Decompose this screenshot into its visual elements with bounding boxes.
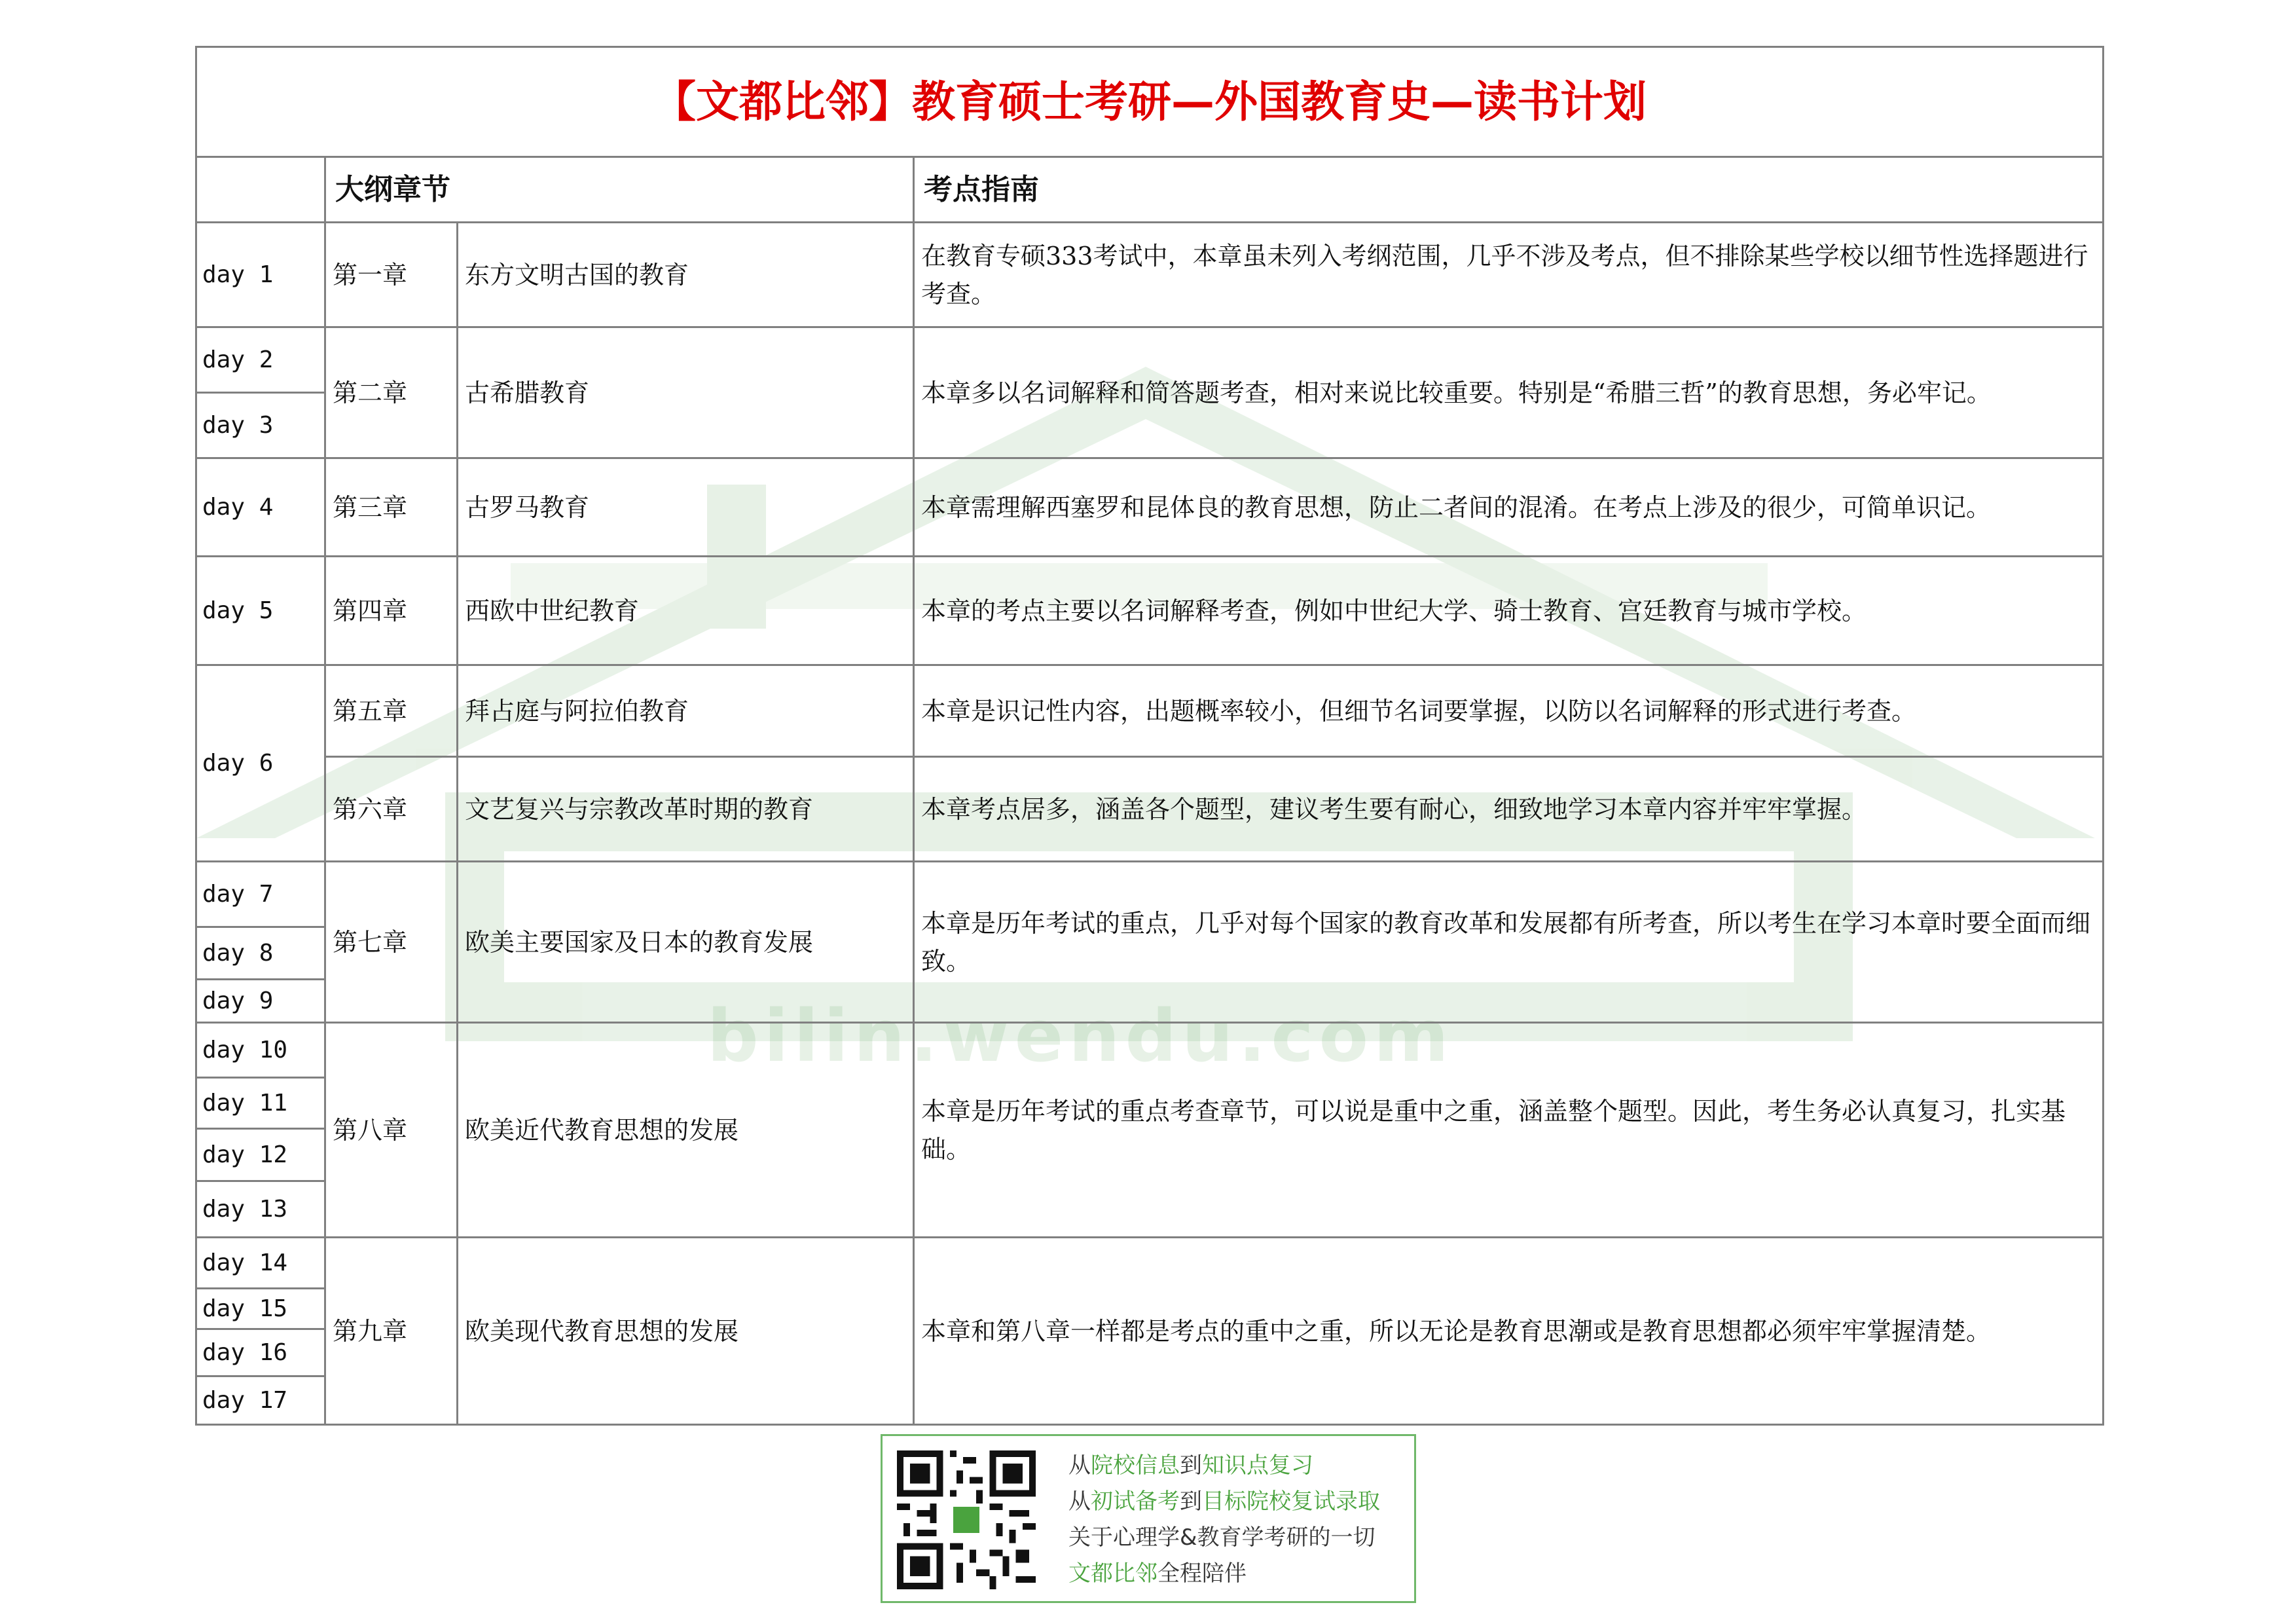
chapter-name: 拜占庭与阿拉伯教育 — [458, 665, 914, 757]
chapter-guide: 本章是历年考试的重点，几乎对每个国家的教育改革和发展都有所考查，所以考生在学习本章时要全面而细致。 — [914, 862, 2104, 1023]
day-label: day 14 — [196, 1238, 325, 1289]
chapter-number: 第九章 — [325, 1238, 458, 1425]
day-label: day 4 — [196, 458, 325, 557]
page-title: 【文都比邻】教育硕士考研—外国教育史—读书计划 — [196, 47, 2104, 157]
qr-code-icon[interactable] — [897, 1450, 1036, 1589]
chapter-name: 东方文明古国的教育 — [458, 223, 914, 327]
reading-plan-table — [195, 46, 2104, 1426]
day-label: day 6 — [196, 665, 325, 862]
header-day-empty — [196, 157, 325, 223]
day-label: day 2 — [196, 327, 325, 393]
header-row — [196, 157, 2104, 223]
table-row — [196, 1023, 2104, 1078]
chapter-number: 第四章 — [325, 557, 458, 665]
promo-text — [1068, 1448, 1380, 1592]
chapter-number: 第二章 — [325, 327, 458, 458]
chapter-guide: 本章和第八章一样都是考点的重中之重，所以无论是教育思潮或是教育思想都必须牢牢掌握清楚。 — [914, 1238, 2104, 1425]
day-label: day 16 — [196, 1329, 325, 1376]
promo-box — [881, 1434, 1416, 1603]
day-label: day 7 — [196, 862, 325, 927]
promo-line-1: 从院校信息到知识点复习 — [1068, 1452, 1313, 1479]
chapter-number: 第六章 — [325, 757, 458, 862]
day-label: day 12 — [196, 1129, 325, 1181]
chapter-name: 文艺复兴与宗教改革时期的教育 — [458, 757, 914, 862]
chapter-guide: 本章是历年考试的重点考查章节，可以说是重中之重，涵盖整个题型。因此，考生务必认真复习，扎实基础。 — [914, 1023, 2104, 1238]
day-label: day 13 — [196, 1181, 325, 1238]
promo-line-4: 文都比邻全程陪伴 — [1068, 1560, 1247, 1587]
chapter-number: 第三章 — [325, 458, 458, 557]
title-row — [196, 47, 2104, 157]
header-chapter: 大纲章节 — [325, 157, 914, 223]
day-label: day 15 — [196, 1289, 325, 1329]
table-row — [196, 757, 2104, 862]
header-guide: 考点指南 — [914, 157, 2104, 223]
chapter-number: 第七章 — [325, 862, 458, 1023]
chapter-name: 欧美现代教育思想的发展 — [458, 1238, 914, 1425]
day-label: day 8 — [196, 927, 325, 980]
watermark-url: bilin.wendu.com — [707, 994, 1454, 1078]
chapter-guide: 本章的考点主要以名词解释考查，例如中世纪大学、骑士教育、宫廷教育与城市学校。 — [914, 557, 2104, 665]
day-label: day 3 — [196, 393, 325, 458]
chapter-name: 西欧中世纪教育 — [458, 557, 914, 665]
chapter-guide: 本章是识记性内容，出题概率较小，但细节名词要掌握，以防以名词解释的形式进行考查。 — [914, 665, 2104, 757]
chapter-guide: 在教育专硕333考试中，本章虽未列入考纲范围，几乎不涉及考点，但不排除某些学校以细节性选择题进行考查。 — [914, 223, 2104, 327]
table-row — [196, 223, 2104, 327]
chapter-guide: 本章考点居多，涵盖各个题型，建议考生要有耐心，细致地学习本章内容并牢牢掌握。 — [914, 757, 2104, 862]
table-row — [196, 665, 2104, 757]
table-row — [196, 862, 2104, 927]
promo-line-2: 从初试备考到目标院校复试录取 — [1068, 1488, 1380, 1515]
day-label: day 10 — [196, 1023, 325, 1078]
day-label: day 17 — [196, 1376, 325, 1425]
chapter-number: 第五章 — [325, 665, 458, 757]
day-label: day 5 — [196, 557, 325, 665]
chapter-name: 欧美近代教育思想的发展 — [458, 1023, 914, 1238]
chapter-number: 第一章 — [325, 223, 458, 327]
chapter-guide: 本章多以名词解释和简答题考查，相对来说比较重要。特别是“希腊三哲”的教育思想，务必牢记。 — [914, 327, 2104, 458]
day-label: day 1 — [196, 223, 325, 327]
day-label: day 9 — [196, 980, 325, 1023]
table-row — [196, 557, 2104, 665]
chapter-name: 欧美主要国家及日本的教育发展 — [458, 862, 914, 1023]
chapter-number: 第八章 — [325, 1023, 458, 1238]
table-row — [196, 1238, 2104, 1289]
promo-line-3: 关于心理学&教育学考研的一切 — [1068, 1524, 1376, 1551]
table-row — [196, 458, 2104, 557]
chapter-name: 古罗马教育 — [458, 458, 914, 557]
day-label: day 11 — [196, 1078, 325, 1129]
chapter-guide: 本章需理解西塞罗和昆体良的教育思想，防止二者间的混淆。在考点上涉及的很少，可简单识记。 — [914, 458, 2104, 557]
chapter-name: 古希腊教育 — [458, 327, 914, 458]
table-row — [196, 327, 2104, 393]
